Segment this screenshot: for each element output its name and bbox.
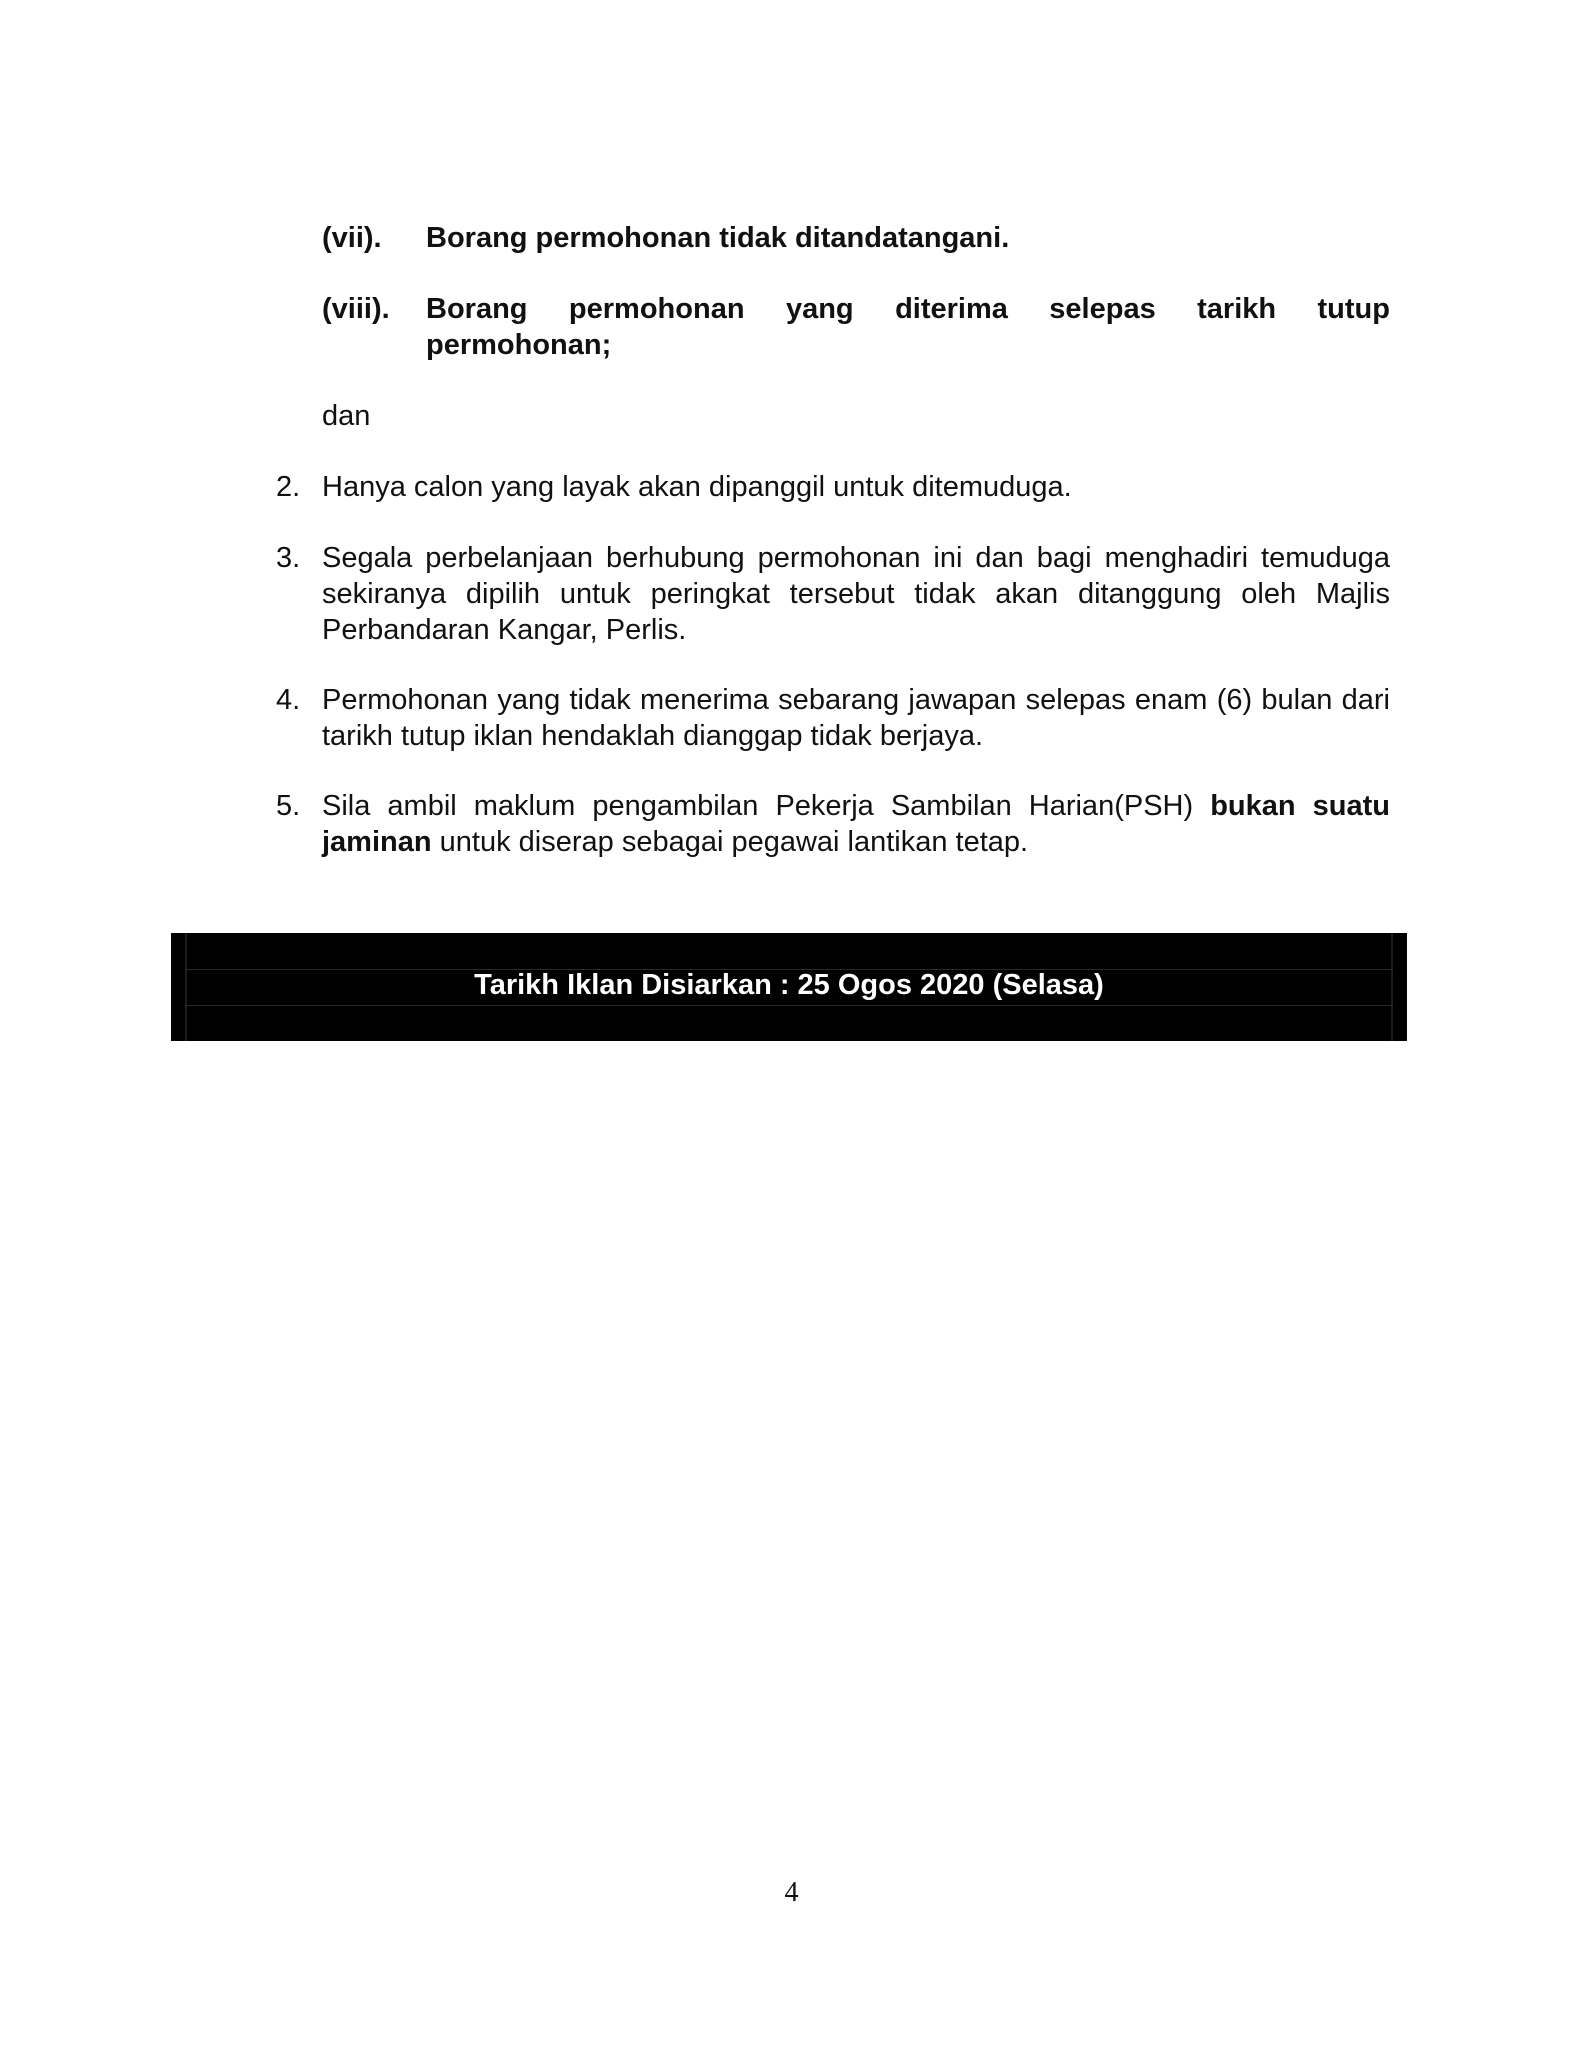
item-text-part: Sila ambil maklum pengambilan Pekerja Sambilan Harian(PSH) bbox=[322, 790, 1211, 822]
item-text-part: untuk diserap sebagai pegawai lantikan tetap. bbox=[431, 826, 1029, 858]
sub-item-text-line2: permohonan; bbox=[426, 329, 612, 361]
page-number: 4 bbox=[784, 1877, 799, 1908]
numbered-item-3 bbox=[276, 540, 1390, 648]
item-number: 4. bbox=[276, 684, 301, 716]
item-text-emphasis: bukan suatu jaminan bbox=[322, 790, 1390, 858]
sub-item-text: Borang permohonan tidak ditandatangani. bbox=[426, 222, 1010, 254]
numbered-item-2 bbox=[276, 469, 1390, 505]
banner-text: Tarikh Iklan Disiarkan : 25 Ogos 2020 (Selasa) bbox=[474, 969, 1104, 1001]
advert-date-banner bbox=[171, 933, 1407, 1041]
connector-text: dan bbox=[322, 400, 371, 432]
item-number: 3. bbox=[276, 542, 301, 574]
numbered-item-4 bbox=[276, 682, 1390, 754]
sub-item-vii bbox=[322, 220, 1390, 256]
item-text bbox=[322, 788, 1390, 860]
sub-item-text bbox=[426, 291, 1390, 363]
sub-item-number: (vii). bbox=[322, 222, 382, 254]
item-text: Permohonan yang tidak menerima sebarang jawapan selepas enam (6) bulan dari tarikh tutup iklan hendaklah dianggap tidak berjaya. bbox=[322, 684, 1390, 752]
sub-item-number: (viii). bbox=[322, 293, 390, 325]
item-text: Hanya calon yang layak akan dipanggil untuk ditemuduga. bbox=[322, 471, 1072, 503]
banner-rule bbox=[185, 1005, 1393, 1006]
item-text: Segala perbelanjaan berhubung permohonan ini dan bagi menghadiri temuduga sekiranya dipilih untuk peringkat tersebut tidak akan ditanggung oleh Majlis Perbandaran Kangar, Perlis. bbox=[322, 542, 1390, 646]
item-number: 2. bbox=[276, 471, 301, 503]
numbered-item-5 bbox=[276, 788, 1390, 860]
item-number: 5. bbox=[276, 790, 301, 822]
sub-item-text-line1: Borang permohonan yang diterima selepas tarikh tutup bbox=[426, 293, 1390, 325]
sub-item-viii bbox=[322, 291, 1390, 363]
